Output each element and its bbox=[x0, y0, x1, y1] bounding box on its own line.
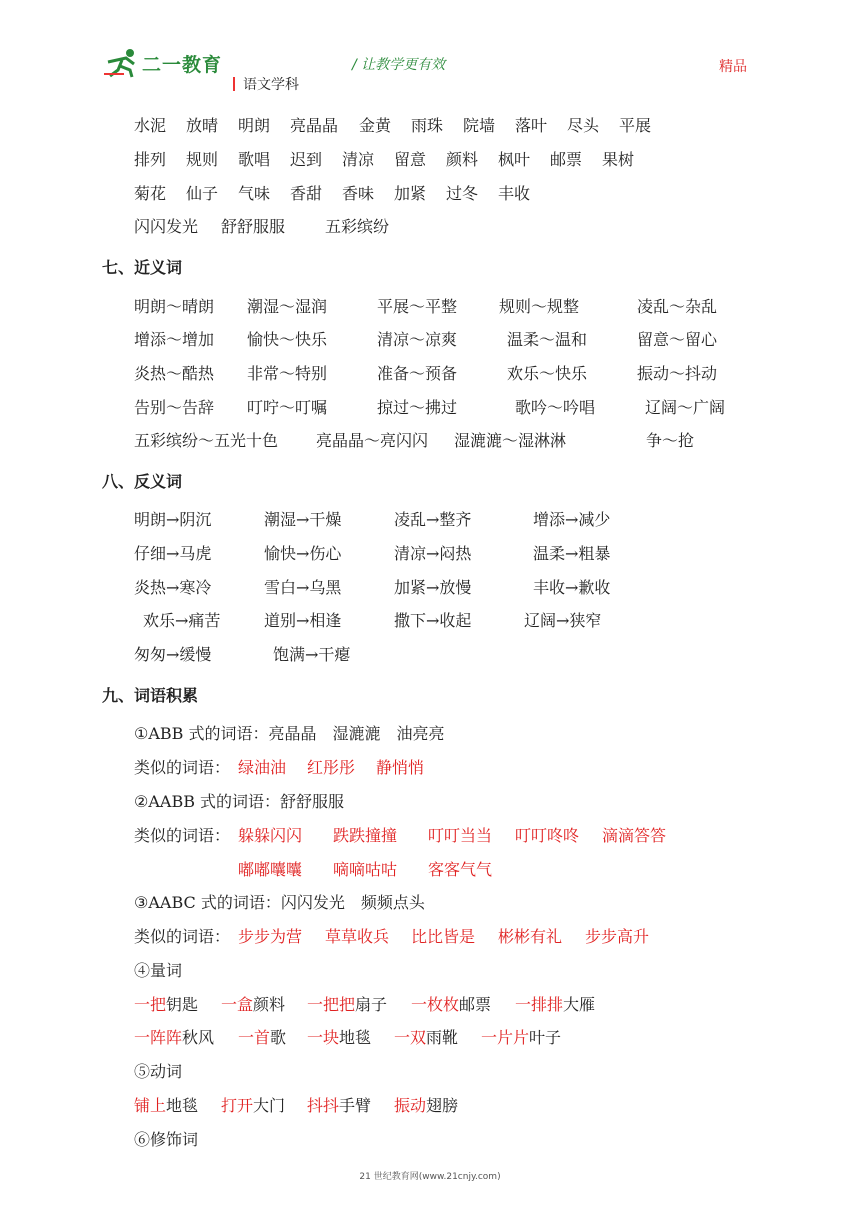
aabb-label: ②AABB 式的词语：舒舒服服 bbox=[134, 792, 345, 811]
synonyms-heading: 七、近义词 bbox=[102, 258, 183, 277]
brand-logo bbox=[104, 48, 222, 78]
slogan: / 让教学更有效 bbox=[352, 57, 446, 73]
subject-label: 语文学科 bbox=[233, 74, 299, 94]
measure-label: ④量词 bbox=[134, 961, 183, 980]
aabc-label: ③AABC 式的词语：闪闪发光 频频点头 bbox=[134, 893, 425, 912]
abb-label: ①ABB 式的词语：亮晶晶 湿漉漉 油亮亮 bbox=[134, 724, 445, 743]
antonyms-heading: 八、反义词 bbox=[102, 472, 183, 491]
runner-logo-icon bbox=[104, 48, 140, 78]
premium-badge: 精品 bbox=[719, 59, 747, 75]
accumulation-heading: 九、词语积累 bbox=[102, 686, 199, 705]
verb-label: ⑤动词 bbox=[134, 1062, 183, 1081]
modifier-label: ⑥修饰词 bbox=[134, 1130, 199, 1149]
brand-name: 二一教育 bbox=[142, 53, 223, 76]
footer: 21 世纪教育网(www.21cnjy.com) bbox=[359, 1172, 501, 1182]
